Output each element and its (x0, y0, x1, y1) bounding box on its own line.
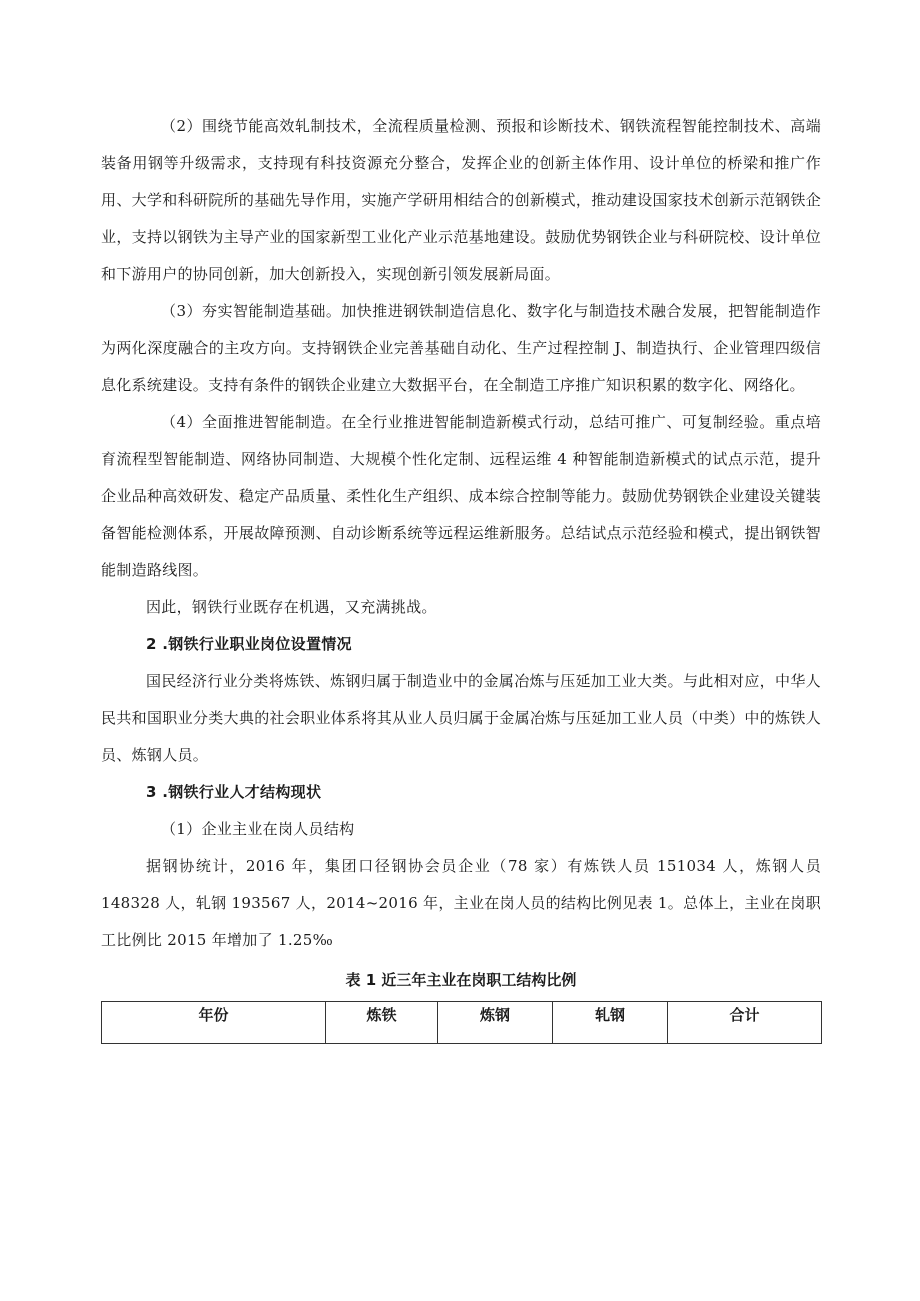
section-heading-3: 3 .钢铁行业人才结构现状 (146, 783, 322, 801)
paragraph-item-2: （2）围绕节能高效轧制技术，全流程质量检测、预报和诊断技术、钢铁流程智能控制技术、高端装备用钢等升级需求，支持现有科技资源充分整合，发挥企业的创新主体作用、设计单位的桥梁和推广作用、大学和科研院所的基础先导作用，实施产学研用相结合的创新模式，推动建设国家技术创新示范钢铁企业，支持以钢铁为主导产业的国家新型工业化产业示范基地建设。鼓励优势钢铁企业与科研院校、设计单位和下游用户的协同创新，加大创新投入，实现创新引领发展新局面。 (101, 117, 821, 283)
paragraph-conclusion: 因此，钢铁行业既存在机遇，又充满挑战。 (146, 598, 437, 616)
table-header-total: 合计 (668, 1002, 822, 1044)
table-title: 表 1 近三年主业在岗职工结构比例 (345, 971, 577, 989)
paragraph-item-4: （4）全面推进智能制造。在全行业推进智能制造新模式行动，总结可推广、可复制经验。重点培育流程型智能制造、网络协同制造、大规模个性化定制、远程运维 4 种智能制造新模式的试点示范，提升企业品种高效研发、稳定产品质量、柔性化生产组织、成本综合控制等能力。鼓励优势钢铁企业建设关键装备智能检测体系，开展故障预测、自动诊断系统等远程运维新服务。总结试点示范经验和模式，提出钢铁智能制造路线图。 (101, 413, 821, 579)
section-heading-2: 2 .钢铁行业职业岗位设置情况 (146, 635, 352, 653)
table-header-rolling: 轧钢 (553, 1002, 668, 1044)
structure-table (101, 1001, 822, 1044)
paragraph-classification: 国民经济行业分类将炼铁、炼钢归属于制造业中的金属冶炼与压延加工业大类。与此相对应，中华人民共和国职业分类大典的社会职业体系将其从业人员归属于金属冶炼与压延加工业人员（中类）中的炼铁人员、炼钢人员。 (101, 672, 821, 764)
table-header-row (102, 1002, 822, 1044)
table-header-steelmaking: 炼钢 (438, 1002, 553, 1044)
paragraph-item-3: （3）夯实智能制造基础。加快推进钢铁制造信息化、数字化与制造技术融合发展，把智能制造作为两化深度融合的主攻方向。支持钢铁企业完善基础自动化、生产过程控制 J、制造执行、企业管理四级信息化系统建设。支持有条件的钢铁企业建立大数据平台，在全制造工序推广知识积累的数字化、网络化。 (101, 302, 821, 394)
table-header-ironmaking: 炼铁 (326, 1002, 438, 1044)
paragraph-statistics: 据钢协统计，2016 年，集团口径钢协会员企业（78 家）有炼铁人员 151034 人，炼钢人员148328 人，轧钢 193567 人，2014~2016 年，主业在岗人员的结构比例见表 1。总体上，主业在岗职工比例比 2015 年增加了 1.25‰ (101, 857, 821, 949)
table-header-year: 年份 (102, 1002, 326, 1044)
subsection-heading-1: （1）企业主业在岗人员结构 (161, 820, 355, 838)
document-body (101, 108, 821, 1044)
